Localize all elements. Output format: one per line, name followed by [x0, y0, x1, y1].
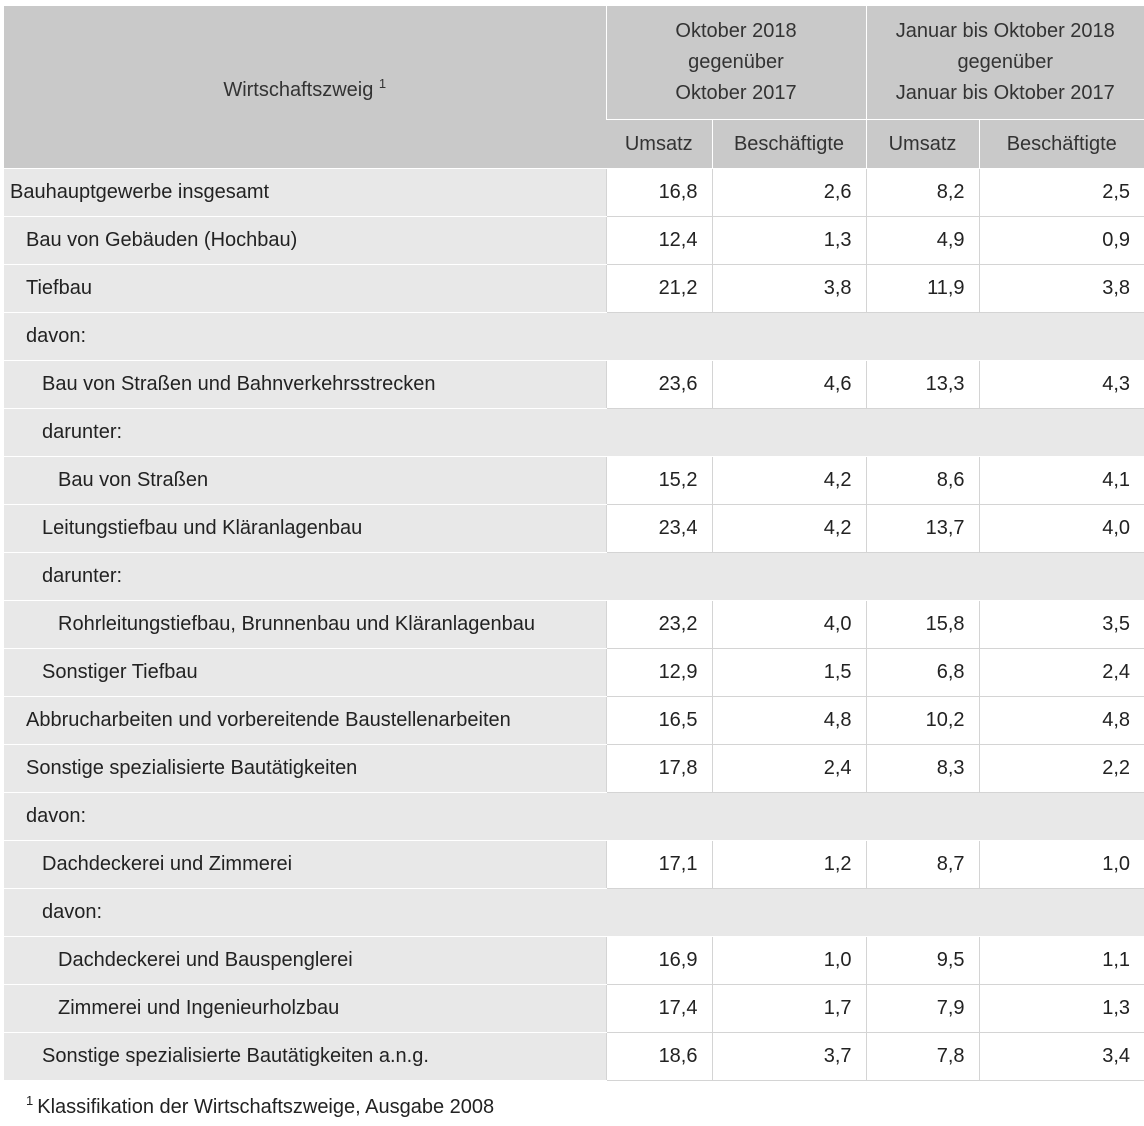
header-wirtschaftszweig-text: Wirtschaftszweig — [223, 79, 374, 101]
cell: 16,9 — [606, 937, 712, 985]
table-row — [4, 265, 1144, 313]
table-row — [4, 217, 1144, 265]
cell: 7,9 — [866, 985, 979, 1033]
footnote — [26, 1093, 494, 1119]
cell: 17,4 — [606, 985, 712, 1033]
cell: 8,6 — [866, 457, 979, 505]
table-row — [4, 745, 1144, 793]
cell: 3,8 — [979, 265, 1144, 313]
cell: 4,0 — [979, 505, 1144, 553]
table-row-group-label — [4, 553, 1144, 601]
cell: 16,8 — [606, 169, 712, 217]
row-label: Sonstige spezialisierte Bautätigkeiten a.n.g. — [4, 1033, 606, 1081]
cell: 0,9 — [979, 217, 1144, 265]
cell: 1,7 — [712, 985, 866, 1033]
cell: 2,5 — [979, 169, 1144, 217]
row-label: davon: — [4, 889, 1144, 937]
row-label: Zimmerei und Ingenieurholzbau — [4, 985, 606, 1033]
row-label: Bau von Gebäuden (Hochbau) — [4, 217, 606, 265]
cell: 8,2 — [866, 169, 979, 217]
table-row — [4, 841, 1144, 889]
data-table — [4, 6, 1144, 1081]
row-label: Sonstiger Tiefbau — [4, 649, 606, 697]
cell: 4,2 — [712, 457, 866, 505]
table-row-group-label — [4, 313, 1144, 361]
header-group2-line1: Januar bis Oktober 2018 — [895, 20, 1115, 42]
cell: 13,7 — [866, 505, 979, 553]
row-label: Bau von Straßen — [4, 457, 606, 505]
cell: 9,5 — [866, 937, 979, 985]
cell: 3,4 — [979, 1033, 1144, 1081]
table-row — [4, 601, 1144, 649]
cell: 2,2 — [979, 745, 1144, 793]
header-beschaeftigte-1: Beschäftigte — [712, 120, 866, 169]
cell: 3,8 — [712, 265, 866, 313]
cell: 12,9 — [606, 649, 712, 697]
table-row — [4, 169, 1144, 217]
table-row — [4, 457, 1144, 505]
row-label: Dachdeckerei und Bauspenglerei — [4, 937, 606, 985]
cell: 4,9 — [866, 217, 979, 265]
header-group2-line2: gegenüber — [957, 51, 1054, 73]
header-group1-line2: gegenüber — [688, 51, 784, 73]
cell: 8,3 — [866, 745, 979, 793]
cell: 13,3 — [866, 361, 979, 409]
header-group1-line3: Oktober 2017 — [675, 82, 797, 104]
cell: 16,5 — [606, 697, 712, 745]
header-group1-line1: Oktober 2018 — [675, 20, 797, 42]
table-row — [4, 697, 1144, 745]
table-row-group-label — [4, 889, 1144, 937]
cell: 21,2 — [606, 265, 712, 313]
header-group-oktober — [606, 6, 866, 120]
cell: 1,3 — [712, 217, 866, 265]
cell: 2,4 — [979, 649, 1144, 697]
cell: 4,1 — [979, 457, 1144, 505]
cell: 1,2 — [712, 841, 866, 889]
table-row — [4, 937, 1144, 985]
row-label: darunter: — [4, 409, 1144, 457]
row-label: davon: — [4, 313, 1144, 361]
cell: 4,2 — [712, 505, 866, 553]
cell: 6,8 — [866, 649, 979, 697]
footnote-text: Klassifikation der Wirtschaftszweige, Ausgabe 2008 — [37, 1096, 495, 1118]
header-group-januar-oktober — [866, 6, 1144, 120]
row-label: Leitungstiefbau und Kläranlagenbau — [4, 505, 606, 553]
cell: 4,8 — [712, 697, 866, 745]
cell: 18,6 — [606, 1033, 712, 1081]
row-label: Sonstige spezialisierte Bautätigkeiten — [4, 745, 606, 793]
cell: 15,8 — [866, 601, 979, 649]
cell: 17,1 — [606, 841, 712, 889]
table-row — [4, 985, 1144, 1033]
header-group2-line3: Januar bis Oktober 2017 — [895, 82, 1115, 104]
cell: 4,3 — [979, 361, 1144, 409]
cell: 1,1 — [979, 937, 1144, 985]
cell: 1,3 — [979, 985, 1144, 1033]
cell: 23,6 — [606, 361, 712, 409]
row-label: Tiefbau — [4, 265, 606, 313]
cell: 12,4 — [606, 217, 712, 265]
footnote-marker: 1 — [26, 1093, 34, 1108]
cell: 15,2 — [606, 457, 712, 505]
cell: 11,9 — [866, 265, 979, 313]
row-label: Rohrleitungstiefbau, Brunnenbau und Kläranlagenbau — [4, 601, 606, 649]
header-umsatz-1: Umsatz — [606, 120, 712, 169]
footnote-marker: 1 — [378, 76, 387, 91]
cell: 3,5 — [979, 601, 1144, 649]
cell: 1,0 — [712, 937, 866, 985]
table-row-group-label — [4, 409, 1144, 457]
header-row-1 — [4, 6, 1144, 120]
cell: 8,7 — [866, 841, 979, 889]
header-wirtschaftszweig — [4, 6, 606, 169]
table-row — [4, 649, 1144, 697]
row-label: Dachdeckerei und Zimmerei — [4, 841, 606, 889]
cell: 23,4 — [606, 505, 712, 553]
cell: 3,7 — [712, 1033, 866, 1081]
row-label: davon: — [4, 793, 1144, 841]
cell: 2,4 — [712, 745, 866, 793]
cell: 23,2 — [606, 601, 712, 649]
cell: 4,0 — [712, 601, 866, 649]
row-label: Bauhauptgewerbe insgesamt — [4, 169, 606, 217]
cell: 4,6 — [712, 361, 866, 409]
cell: 17,8 — [606, 745, 712, 793]
row-label: Abbrucharbeiten und vorbereitende Baustellenarbeiten — [4, 697, 606, 745]
cell: 1,0 — [979, 841, 1144, 889]
table-row — [4, 1033, 1144, 1081]
table-row — [4, 505, 1144, 553]
header-beschaeftigte-2: Beschäftigte — [979, 120, 1144, 169]
cell: 7,8 — [866, 1033, 979, 1081]
cell: 10,2 — [866, 697, 979, 745]
cell: 1,5 — [712, 649, 866, 697]
row-label: darunter: — [4, 553, 1144, 601]
cell: 4,8 — [979, 697, 1144, 745]
cell: 2,6 — [712, 169, 866, 217]
table-row — [4, 361, 1144, 409]
row-label: Bau von Straßen und Bahnverkehrsstrecken — [4, 361, 606, 409]
table-row-group-label — [4, 793, 1144, 841]
header-umsatz-2: Umsatz — [866, 120, 979, 169]
